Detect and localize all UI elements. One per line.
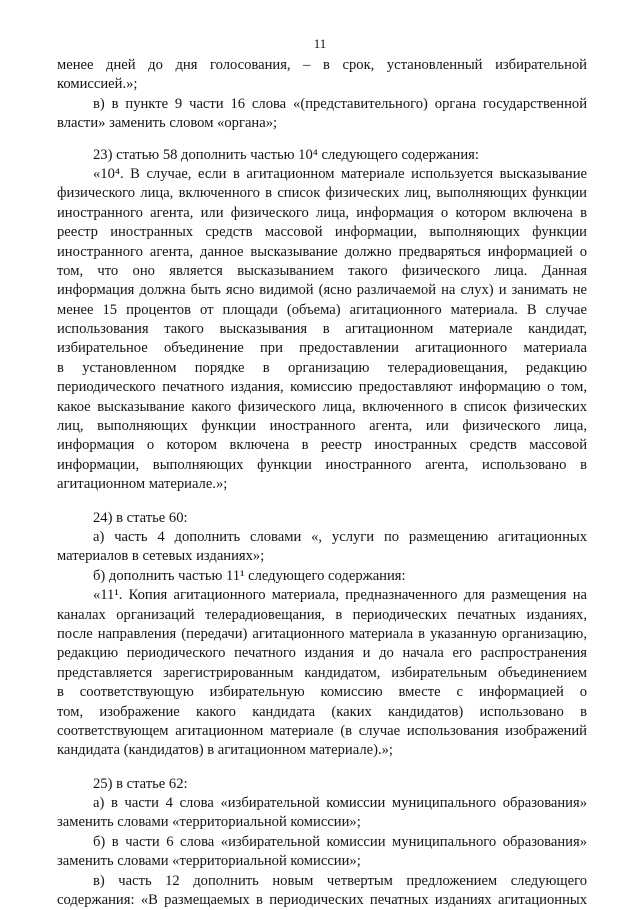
text-line: лиц, выполняющих функции иностранного агента, или физического лица,	[57, 418, 587, 435]
text-line: периодического печатного издания, комиссию предоставляют информацию о том,	[57, 379, 587, 396]
paragraph-gap	[57, 134, 587, 146]
text-line: материалов в сетевых изданиях»;	[57, 548, 265, 565]
text-line: «11¹. Копия агитационного материала, предназначенного для размещения на	[93, 587, 587, 604]
text-line: б) дополнить частью 11¹ следующего содержания:	[93, 567, 406, 584]
paragraph-gap	[57, 495, 587, 509]
text-line: соответствующем агитационном материале (в случае использования изображений	[57, 722, 587, 739]
text-line: иностранного агента, данное высказывание должно предваряться информацией о	[57, 243, 587, 260]
text-line: редакцию периодического печатного издания и до начала его распространения	[57, 645, 587, 662]
text-line: кандидата (кандидатов) в агитационном материале).»;	[57, 742, 393, 759]
text-line: физического лица, включенного в список физических лиц, выполняющих функции	[57, 185, 587, 202]
text-line: реестр иностранных средств массовой информации, выполняющих функции	[57, 224, 587, 241]
text-line: заменить словами «территориальной комиссии»;	[57, 853, 361, 870]
page-number: 11	[313, 36, 327, 51]
text-line: б) в части 6 слова «избирательной комиссии муниципального образования»	[93, 833, 587, 850]
text-line: после направления (передачи) агитационного материала в указанную организацию,	[57, 625, 587, 642]
text-line: а) часть 4 дополнить словами «, услуги по размещению агитационных	[93, 528, 587, 545]
text-line: в) в пункте 9 части 16 слова «(представительного) органа государственной	[93, 95, 587, 112]
text-line: менее дней до дня голосования, – в срок, установленный избирательной	[57, 57, 587, 73]
text-line: информация о котором включена в реестр иностранных средств массовой	[57, 437, 587, 454]
text-line: иностранного агента, или физического лица, информация о котором включена в	[57, 204, 587, 221]
text-line: том, что оно является высказыванием такого физического лица. Данная	[57, 262, 587, 279]
document-body	[57, 56, 587, 910]
text-line: в) часть 12 дополнить новым четвертым предложением следующего	[93, 872, 587, 889]
text-line: избирательное объединение при предоставлении агитационного материала	[57, 340, 587, 357]
text-line: в установленном порядке в организацию телерадиовещания, редакцию	[57, 359, 587, 376]
paragraph-gap	[57, 761, 587, 775]
text-line: содержания: «В размещаемых в периодических печатных изданиях агитационных	[57, 892, 587, 909]
text-line: менее 15 процентов от площади (объема) агитационного материала. В случае	[57, 301, 587, 318]
text-line: «10⁴. В случае, если в агитационном материале используется высказывание	[93, 165, 587, 182]
text-line: каналах организаций телерадиовещания, в периодических печатных изданиях,	[57, 606, 587, 623]
text-line: том, изображение какого кандидата (каких кандидатов) использовано в	[57, 703, 587, 720]
text-line: 25) в статье 62:	[93, 775, 188, 792]
text-line: информации, выполняющих функции иностранного агента, использовано в	[57, 456, 587, 473]
text-line: агитационном материале.»;	[57, 476, 228, 493]
text-line: в соответствующую избирательную комиссию вместе с информацией о	[57, 684, 587, 701]
text-line: 23) статью 58 дополнить частью 10⁴ следующего содержания:	[93, 146, 479, 163]
text-line: власти» заменить словом «органа»;	[57, 115, 278, 132]
text-line: а) в части 4 слова «избирательной комиссии муниципального образования»	[93, 795, 587, 812]
text-line: какое высказывание какого физического лица, включенного в список физических	[57, 398, 587, 415]
text-line: использования такого высказывания в агитационном материале кандидат,	[57, 321, 587, 338]
text-line: представляется зарегистрированным кандидатом, избирательным объединением	[57, 664, 587, 681]
text-line: комиссией.»;	[57, 76, 138, 93]
text-line: информация должна быть ясно видимой (ясно различаемой на слух) и занимать не	[57, 282, 587, 299]
text-line: заменить словами «территориальной комиссии»;	[57, 814, 361, 831]
text-line: 24) в статье 60:	[93, 509, 188, 526]
